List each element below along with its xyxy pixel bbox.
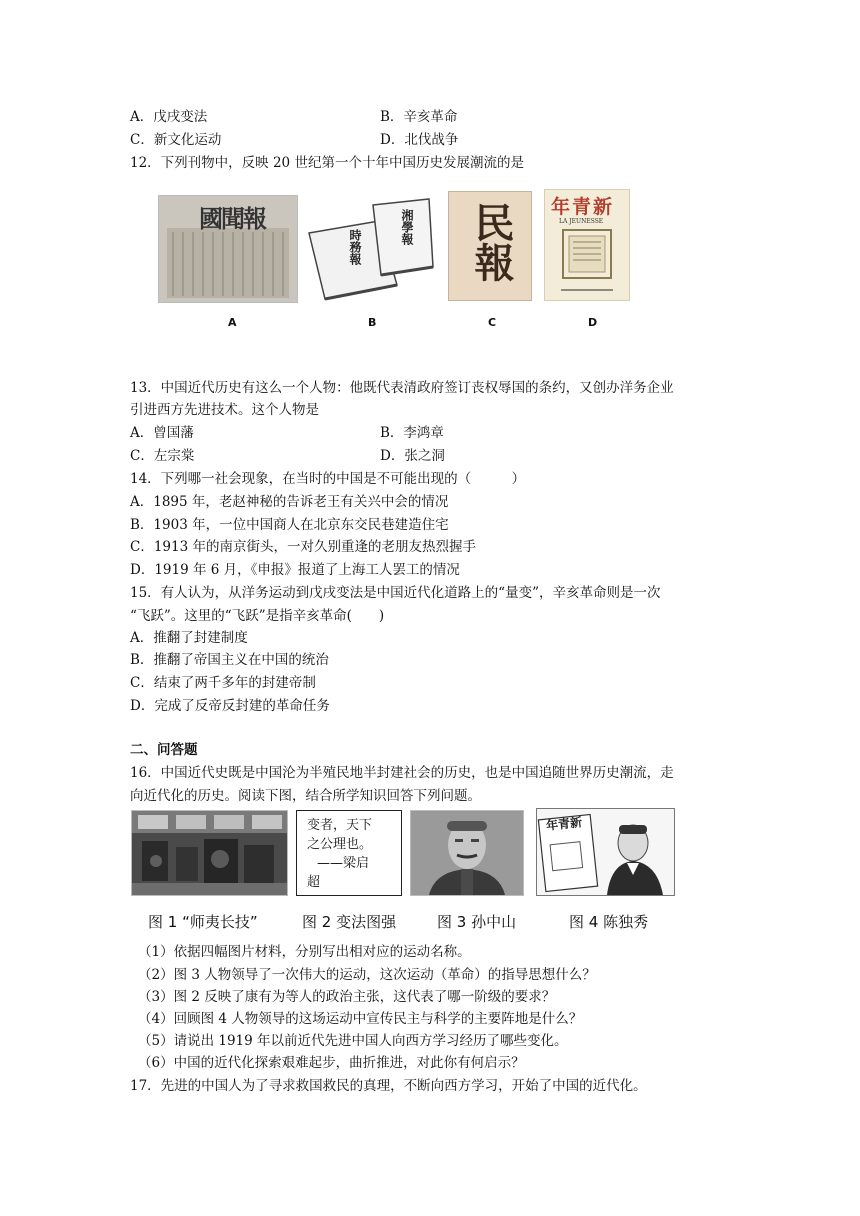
q15-option-c: C．结束了两千多年的封建帝制 — [130, 675, 316, 691]
newspaper-a-title: 國聞報 — [199, 204, 265, 233]
figure-3-portrait — [410, 810, 524, 896]
q12-label-d: D — [588, 316, 598, 329]
quote-line-1: 变者，天下 — [307, 818, 373, 833]
q11-option-a: A．戊戌变法 — [130, 109, 208, 125]
q14-option-d: D．1919 年 6 月，《申报》报道了上海工人罢工的情况 — [130, 562, 460, 578]
q15-option-d: D．完成了反帝反封建的革命任务 — [130, 698, 330, 714]
q13-option-a: A．曾国藩 — [130, 425, 194, 441]
q16-sub-1: （1）依据四幅图片材料，分别写出相对应的运动名称。 — [138, 944, 471, 960]
figure-4-magazine-title: 年青新 — [545, 815, 583, 833]
q13-option-c: C．左宗棠 — [130, 448, 195, 464]
q15-option-a: A．推翻了封建制度 — [130, 630, 248, 646]
q11-option-d: D．北伐战争 — [380, 132, 459, 148]
q15-stem-line2: “飞跃”。这里的“飞跃”是指辛亥革命( ) — [130, 608, 385, 624]
figure-1-caption: 图 1 “师夷长技” — [148, 913, 258, 931]
q13-option-d: D．张之洞 — [380, 448, 445, 464]
newspaper-d-image — [544, 189, 630, 301]
q16-stem-line2: 向近代化的历史。阅读下图，结合所学知识回答下列问题。 — [130, 788, 481, 804]
q12-label-a: A — [228, 316, 237, 329]
workshop-photo-icon — [132, 811, 287, 895]
newspaper-d-title: 年青新 — [551, 196, 615, 218]
q16-sub-5: （5）请说出 1919 年以前近代先进中国人向西方学习经历了哪些变化。 — [138, 1033, 568, 1049]
q13-option-b: B．李鸿章 — [380, 425, 444, 441]
portrait-sun-yatsen-icon — [411, 811, 523, 895]
q13-stem-line1: 13．中国近代历史有这么一个人物：他既代表清政府签订丧权辱国的条约，又创办洋务企业 — [130, 380, 674, 396]
q15-option-b: B．推翻了帝国主义在中国的统治 — [130, 652, 329, 668]
q16-sub-4: （4）回顾图 4 人物领导的这场运动中宣传民主与科学的主要阵地是什么？ — [138, 1011, 583, 1027]
figure-1-image — [131, 810, 288, 896]
newspaper-b-books-icon — [305, 195, 435, 301]
q15-stem-line1: 15．有人认为，从洋务运动到戊戌变法是中国近代化道路上的“量变”，辛亥革命则是一次 — [130, 585, 661, 601]
q14-option-b: B．1903 年，一位中国商人在北京东交民巷建造住宅 — [130, 517, 449, 533]
q16-sub-6: （6）中国的近代化探索艰难起步，曲折推进，对此你有何启示？ — [138, 1055, 525, 1071]
figure-4-caption: 图 4 陈独秀 — [569, 913, 649, 931]
quote-line-3: ——梁启 — [317, 856, 370, 871]
newspaper-a-image — [158, 195, 298, 303]
q16-stem-line1: 16．中国近代史既是中国沦为半殖民地半封建社会的历史，也是中国追随世界历史潮流，走 — [130, 765, 674, 781]
newspaper-b-right-title: 湘學報 — [400, 209, 414, 245]
q17-stem: 17．先进的中国人为了寻求救国救民的真理，不断向西方学习，开始了中国的近代化。 — [130, 1078, 647, 1094]
q16-sub-3: （3）图 2 反映了康有为等人的政治主张，这代表了哪一阶级的要求？ — [138, 989, 556, 1005]
q11-option-b: B．辛亥革命 — [380, 109, 458, 125]
newspaper-c-image — [448, 191, 532, 301]
newspaper-d-subtitle: LA JEUNESSE — [559, 218, 604, 225]
q13-stem-line2: 引进西方先进技术。这个人物是 — [130, 402, 319, 418]
newspaper-b-image — [305, 195, 435, 301]
figure-2-quote-box — [296, 810, 402, 896]
newspaper-d-portrait-frame-icon — [545, 190, 629, 300]
figure-2-caption: 图 2 变法图强 — [302, 913, 397, 931]
q12-label-b: B — [368, 316, 377, 329]
section-heading: 二、问答题 — [130, 742, 198, 758]
q16-sub-2: （2）图 3 人物领导了一次伟大的运动，这次运动（革命）的指导思想什么？ — [138, 967, 596, 983]
newspaper-b-left-title: 時務報 — [348, 229, 362, 265]
q12-label-c: C — [488, 316, 497, 329]
q12-stem: 12．下列刊物中，反映 20 世纪第一个十年中国历史发展潮流的是 — [130, 155, 524, 171]
q14-stem: 14．下列哪一社会现象，在当时的中国是不可能出现的（ ） — [130, 471, 526, 487]
q14-option-c: C．1913 年的南京街头，一对久别重逢的老朋友热烈握手 — [130, 539, 476, 555]
quote-line-4: 超 — [307, 875, 321, 890]
q14-option-a: A．1895 年，老赵神秘的告诉老王有关兴中会的情况 — [130, 494, 449, 510]
newspaper-c-title: 民報 — [468, 202, 515, 282]
q11-option-c: C．新文化运动 — [130, 132, 222, 148]
figure-4-image — [536, 808, 675, 896]
quote-line-2: 之公理也。 — [307, 837, 373, 852]
figure-3-caption: 图 3 孙中山 — [437, 913, 517, 931]
